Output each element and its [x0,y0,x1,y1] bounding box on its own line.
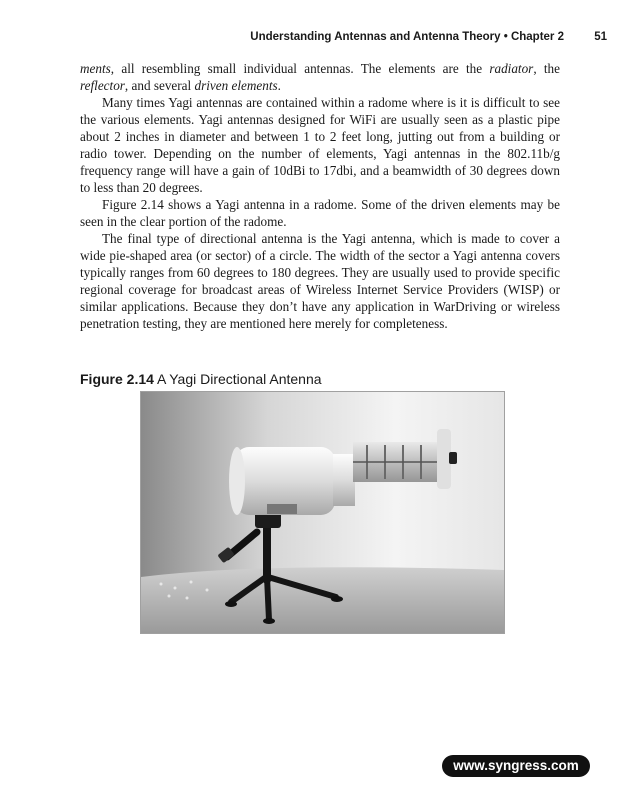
body-text [80,60,560,332]
website-badge: www.syngress.com [442,755,590,777]
term-reflector: reflector [80,78,125,93]
paragraph-2: Many times Yagi antennas are contained within a radome where is it is difficult to see the various elements. Yagi antennas designed for WiFi are usually seen as a plastic pipe about 2 inches in diameter and between 1 to 2 feet long, jutting out from a building or radio tower. Depending on the number of elements, Yagi antennas in the 802.11b/g frequency range will have a gain of 10dBi to 17dbi, and a beamwidth of 30 degrees down to less than 20 degrees. [80,95,560,195]
yagi-antenna-photo [141,392,504,633]
page-number: 51 [594,31,607,43]
running-header [0,31,620,47]
figure-title: A Yagi Directional Antenna [157,371,322,387]
term-driven-elements: driven elements [194,78,278,93]
paragraph-3: Figure 2.14 shows a Yagi antenna in a radome. Some of the driven elements may be seen in the clear portion of the radome. [80,197,560,229]
paragraph-1 [80,60,560,94]
figure-caption [80,371,322,387]
term-ments: ments [80,61,111,76]
figure-label: Figure 2.14 [80,371,154,387]
text-span: , and several [124,78,195,93]
chapter-title: Understanding Antennas and Antenna Theory • Chapter 2 [250,31,564,43]
text-span: , all resembling small individual antennas. The elements are the [110,61,490,76]
figure-photo [140,391,505,634]
paragraph-4: The final type of directional antenna is the Yagi antenna, which is made to cover a wide pie-shaped area (or sector) of a circle. The width of the sector a Yagi antenna covers typically ranges from 60 degrees to 180 degrees. They are usually used to provide specific regional coverage for broadcast areas of Wireless Internet Service Providers (WISP) or similar applications. Because they don’t have any application in WarDriving or wireless penetration testing, they are mentioned here merely for completeness. [80,231,560,331]
text-span: . [277,78,281,93]
term-radiator: radiator [489,61,534,76]
text-span: , the [533,61,560,76]
